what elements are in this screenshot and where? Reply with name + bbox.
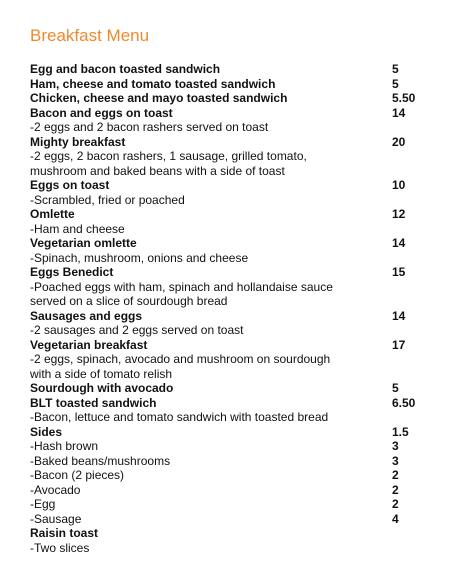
item-name: Eggs on toast (30, 178, 110, 192)
menu-item (30, 178, 430, 207)
side-option: -Avocado (30, 482, 81, 497)
item-price: 17 (392, 337, 406, 352)
item-price: 5 (392, 76, 399, 91)
menu-page (30, 24, 430, 555)
menu-item (30, 526, 430, 555)
item-name: Vegetarian breakfast (30, 337, 148, 352)
item-description: -2 eggs, 2 bacon rashers, 1 sausage, grilled tomato, mushroom and baked beans with a side of toast (30, 149, 307, 178)
item-price: 14 (392, 236, 406, 250)
item-price: 12 (392, 207, 406, 221)
menu-item (30, 381, 430, 396)
item-name: Ham, cheese and tomato toasted sandwich (30, 76, 276, 91)
item-price: 14 (392, 105, 406, 120)
item-description: -Two slices (30, 540, 90, 555)
menu-item (30, 135, 430, 179)
item-description: -Bacon, lettuce and tomato sandwich with toasted bread (30, 410, 329, 424)
menu-title: Breakfast Menu (30, 26, 150, 45)
item-price: 5.50 (392, 91, 416, 105)
menu-item (30, 236, 430, 265)
sides-heading: Sides (30, 424, 63, 439)
menu-item (30, 106, 430, 135)
item-description: -Spinach, mushroom, onions and cheese (30, 250, 249, 265)
item-name: Raisin toast (30, 526, 99, 540)
side-price: 3 (392, 453, 399, 468)
item-price: 10 (392, 178, 406, 192)
item-description: -2 eggs and 2 bacon rashers served on toast (30, 120, 269, 134)
item-price: 14 (392, 308, 406, 323)
side-price: 4 (392, 511, 399, 526)
item-name: Sourdough with avocado (30, 381, 174, 395)
side-price: 2 (392, 468, 399, 482)
item-name: Omlette (30, 207, 75, 221)
item-description: -Ham and cheese (30, 221, 125, 236)
side-option: -Sausage (30, 511, 82, 526)
sides-section (30, 425, 430, 527)
item-name: Eggs Benedict (30, 265, 114, 279)
sides-list (30, 439, 430, 526)
side-option: -Bacon (2 pieces) (30, 468, 125, 482)
item-description: -2 eggs, spinach, avocado and mushroom on sourdough with a side of tomato relish (30, 352, 331, 381)
side-price: 2 (392, 482, 399, 497)
item-name: BLT toasted sandwich (30, 395, 157, 410)
item-name: Vegetarian omlette (30, 236, 137, 250)
side-price: 2 (392, 497, 399, 511)
item-description: -Poached eggs with ham, spinach and hollandaise sauce served on a slice of sourdough bread (30, 279, 333, 308)
item-description: -Scrambled, fried or poached (30, 192, 185, 207)
menu-item (30, 91, 430, 106)
side-price: 3 (392, 439, 399, 453)
item-price: 15 (392, 265, 406, 279)
item-name: Bacon and eggs on toast (30, 105, 173, 120)
item-price: 5 (392, 62, 399, 76)
menu-items (30, 62, 430, 555)
side-price: 1.5 (392, 424, 409, 439)
menu-item (30, 77, 430, 92)
item-name: Chicken, cheese and mayo toasted sandwich (30, 91, 288, 105)
item-price: 5 (392, 381, 399, 395)
item-price: 6.50 (392, 395, 416, 410)
item-description: -2 sausages and 2 eggs served on toast (30, 323, 244, 337)
item-price: 20 (392, 134, 406, 149)
side-option: -Hash brown (30, 439, 99, 453)
item-name: Sausages and eggs (30, 308, 143, 323)
item-name: Egg and bacon toasted sandwich (30, 62, 221, 76)
menu-item (30, 309, 430, 338)
side-option: -Baked beans/mushrooms (30, 453, 171, 468)
menu-item (30, 207, 430, 236)
item-name: Mighty breakfast (30, 134, 126, 149)
sides-prices (392, 425, 409, 527)
menu-item (30, 62, 430, 77)
menu-item (30, 396, 430, 425)
side-option: -Egg (30, 497, 56, 511)
menu-item (30, 265, 430, 309)
menu-item (30, 338, 430, 382)
